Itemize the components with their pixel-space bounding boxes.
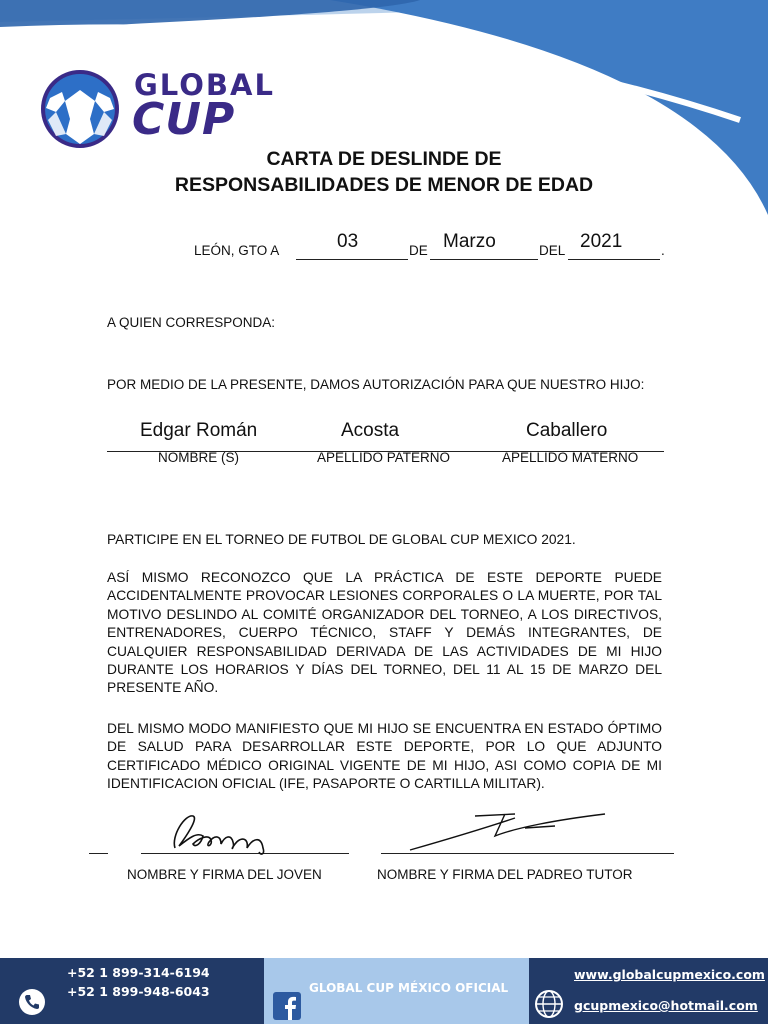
- footer-facebook-section: [264, 958, 529, 1024]
- day-field-line: [296, 259, 408, 260]
- month-field-line: [430, 259, 538, 260]
- footer-contact-section: [0, 958, 264, 1024]
- participation-paragraph: PARTICIPE EN EL TORNEO DE FUTBOL DE GLOBAL CUP MEXICO 2021.: [107, 532, 576, 547]
- child-paternal-surname: Acosta: [341, 420, 400, 441]
- tutor-signature-label: NOMBRE Y FIRMA DEL PADREO TUTOR: [377, 867, 633, 882]
- child-given-names: Edgar Román: [140, 420, 258, 441]
- date-place-label: LEÓN, GTO A: [194, 243, 280, 258]
- document-title-line2: RESPONSABILIDADES DE MENOR DE EDAD: [174, 174, 594, 196]
- email-link[interactable]: gcupmexico@hotmail.com: [574, 998, 758, 1013]
- phone-icon: [18, 988, 46, 1016]
- footer: [0, 958, 768, 1024]
- year-value: 2021: [580, 231, 623, 252]
- logo-text-global: GLOBAL: [134, 68, 275, 102]
- date-de-label: DE: [409, 243, 428, 258]
- day-value: 03: [337, 231, 359, 252]
- salutation: A QUIEN CORRESPONDA:: [107, 315, 276, 330]
- label-maternal: APELLIDO MATERNO: [502, 450, 639, 465]
- footer-web-section: [529, 958, 768, 1024]
- phone-number-2: +52 1 899-948-6043: [67, 984, 210, 999]
- signature-line-stub: [89, 853, 108, 854]
- month-value: Marzo: [443, 231, 496, 252]
- facebook-page-name[interactable]: GLOBAL CUP MÉXICO OFICIAL: [309, 981, 509, 995]
- label-paternal: APELLIDO PATERNO: [317, 450, 451, 465]
- soccer-ball-globe-icon: [40, 68, 120, 150]
- health-paragraph: DEL MISMO MODO MANIFIESTO QUE MI HIJO SE ENCUENTRA EN ESTADO ÓPTIMO DE SALUD PARA DESARROLLAR ESTE DEPORTE, POR LO QUE ADJUNTO CERTIFICADO MÉDICO ORIGINAL VIGENTE DE MI HIJO, ASI COMO COPIA DE MI IDENTIFICACION OFICIAL (IFE, PASAPORTE O CARTILLA MILITAR).: [107, 721, 662, 792]
- youth-signature-label: NOMBRE Y FIRMA DEL JOVEN: [127, 867, 322, 882]
- document-title-line1: CARTA DE DESLINDE DE: [266, 148, 502, 170]
- date-end-period: .: [661, 243, 665, 258]
- tutor-signature-drawing: [405, 808, 615, 854]
- global-cup-logo: [40, 66, 310, 152]
- globe-www-icon: [534, 989, 564, 1019]
- facebook-icon[interactable]: [273, 992, 301, 1020]
- waiver-paragraph: ASÍ MISMO RECONOZCO QUE LA PRÁCTICA DE ESTE DEPORTE PUEDE ACCIDENTALMENTE PROVOCAR LESIONES CORPORALES O LA MUERTE, POR TAL MOTIVO DESLINDO AL COMITÉ ORGANIZADOR DEL TORNEO, A LOS DIRECTIVOS, ENTRENADORES, CUERPO TÉCNICO, STAFF Y DEMÁS INTEGRANTES, DE CUALQUIER RESPONSABILIDAD DERIVADA DE LAS ACTIVIDADES DE MI HIJO DURANTE LOS HORARIOS Y DÍAS DEL TORNEO, DEL 11 AL 15 DE MARZO DEL PRESENTE AÑO.: [107, 570, 662, 696]
- website-link[interactable]: www.globalcupmexico.com: [574, 967, 765, 982]
- date-del-label: DEL: [539, 243, 566, 258]
- authorization-text: POR MEDIO DE LA PRESENTE, DAMOS AUTORIZACIÓN PARA QUE NUESTRO HIJO:: [107, 377, 645, 392]
- label-names: NOMBRE (S): [158, 450, 239, 465]
- youth-signature-drawing: [165, 808, 275, 856]
- child-maternal-surname: Caballero: [526, 420, 608, 441]
- logo-text-cup: CUP: [132, 94, 236, 145]
- phone-number-1: +52 1 899-314-6194: [67, 965, 210, 980]
- year-field-line: [568, 259, 660, 260]
